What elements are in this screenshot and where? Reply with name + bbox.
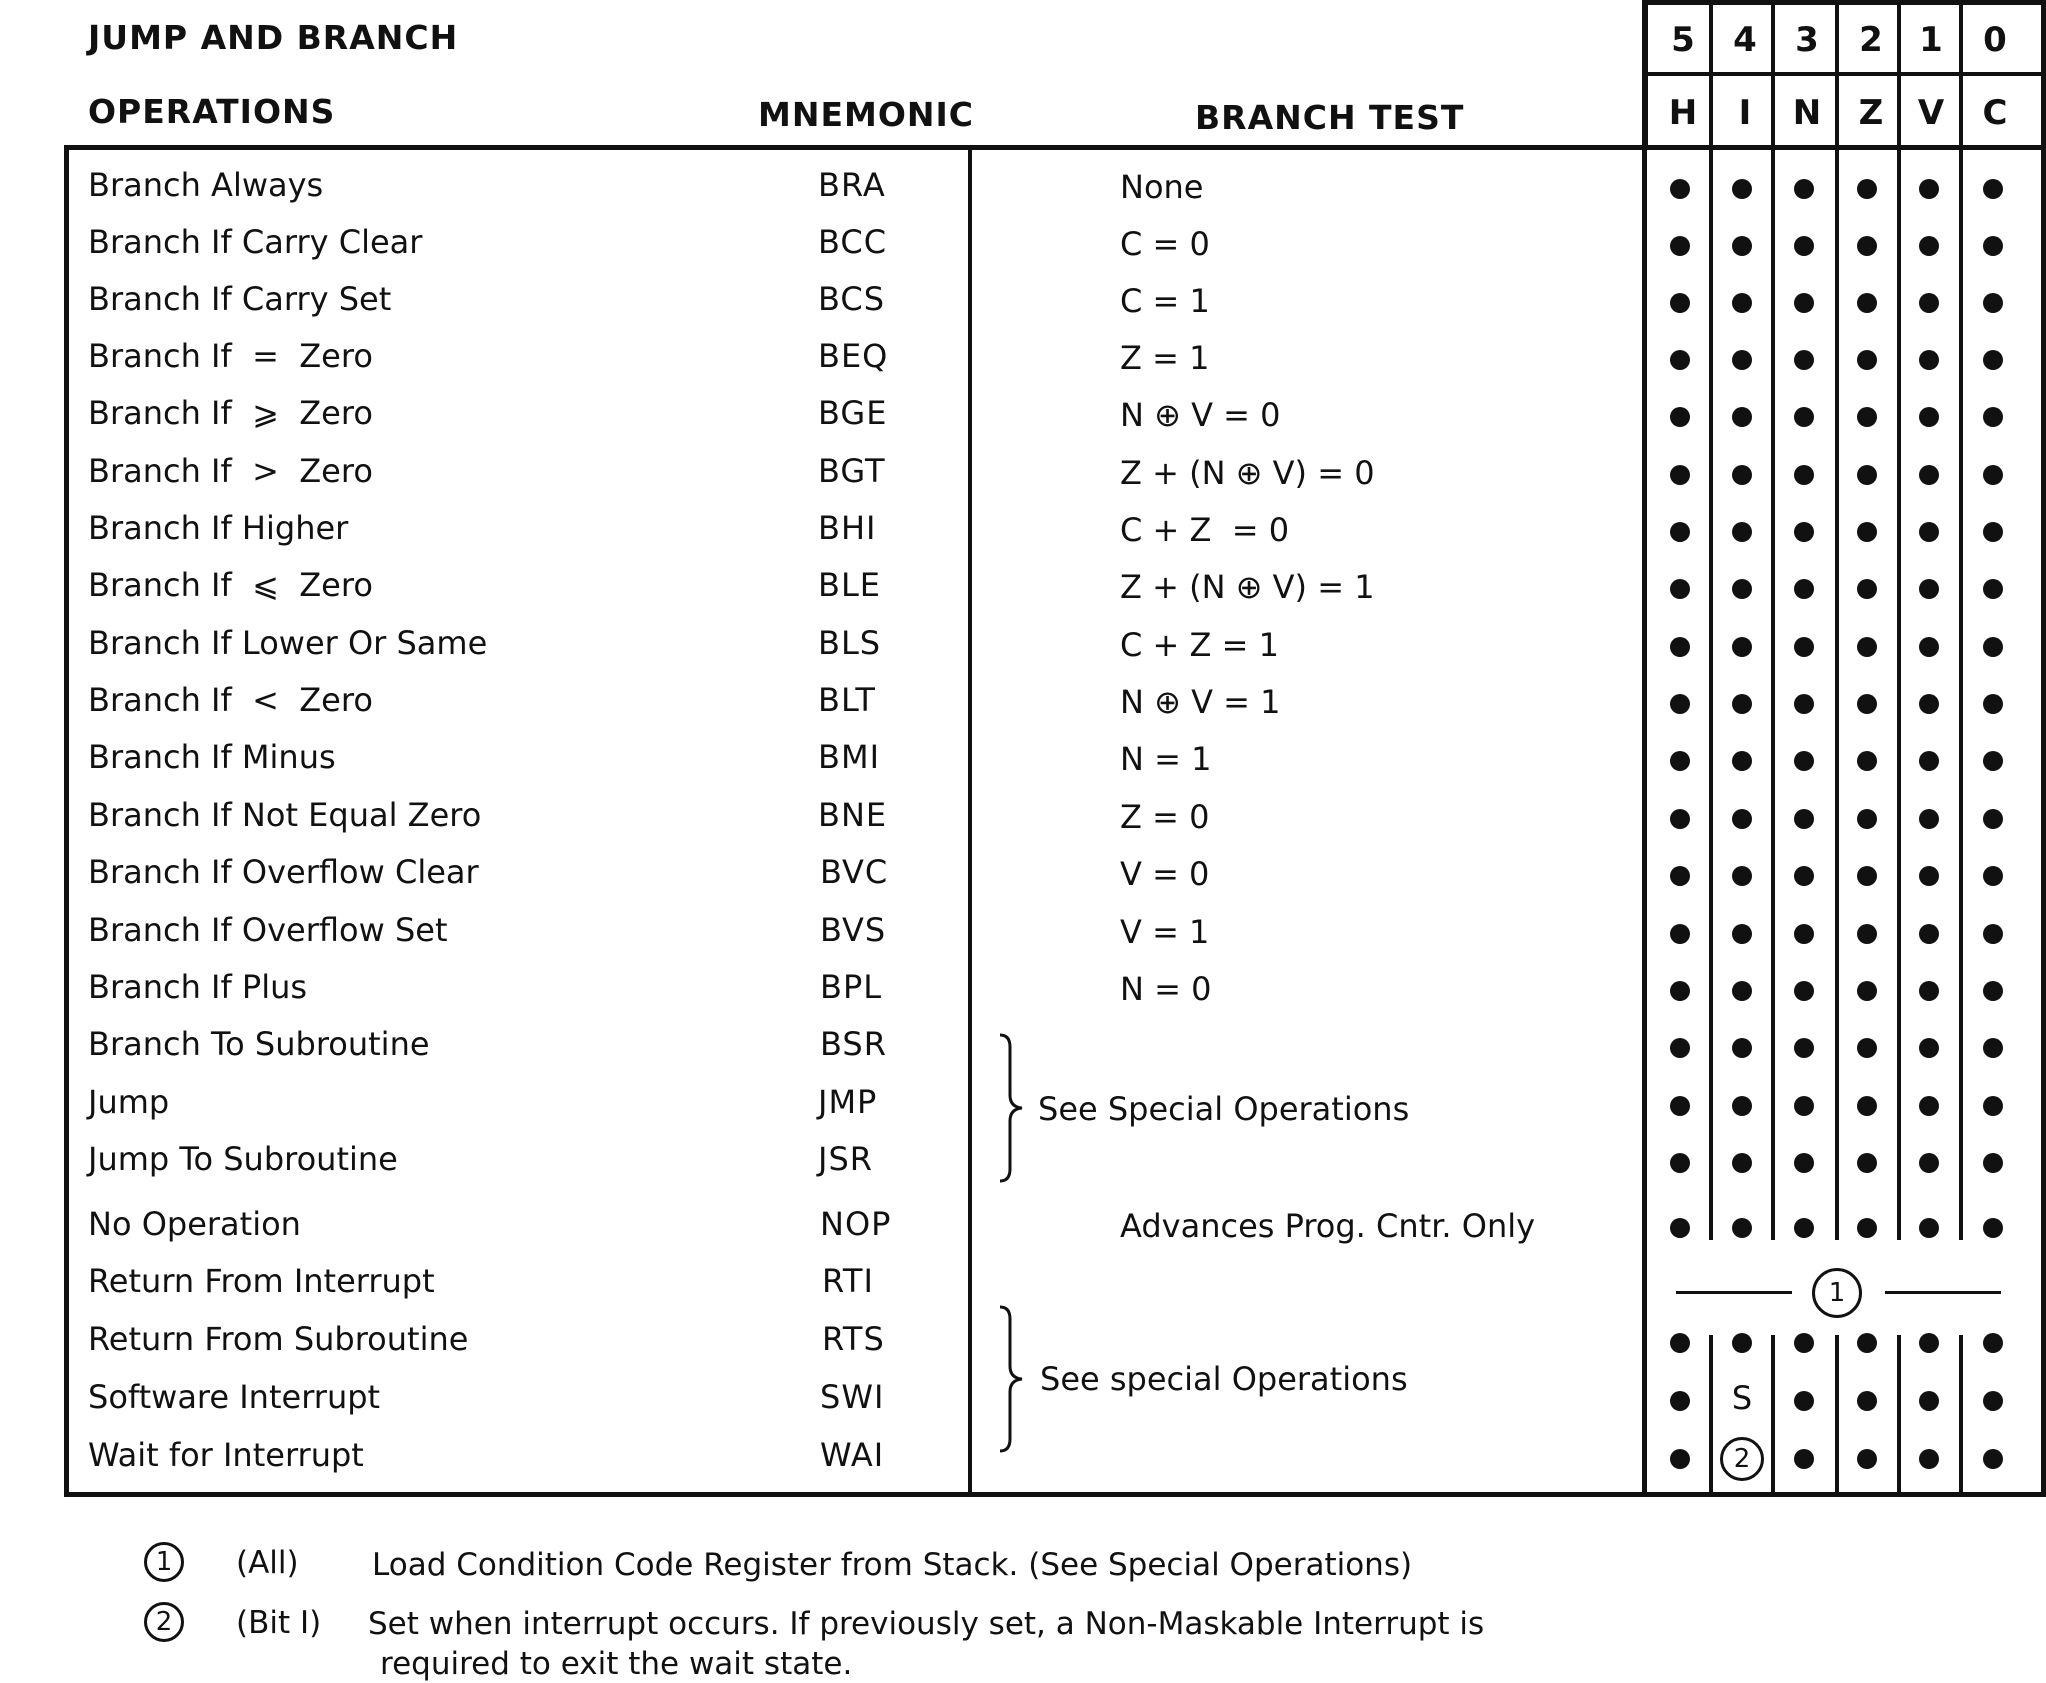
flag-unaffected-dot bbox=[1983, 179, 2003, 199]
flag-unaffected-dot bbox=[1670, 1218, 1690, 1238]
flag-unaffected-dot bbox=[1919, 179, 1939, 199]
flag-unaffected-dot bbox=[1919, 981, 1939, 1001]
flag-unaffected-dot bbox=[1919, 1153, 1939, 1173]
flag-unaffected-dot bbox=[1794, 1449, 1814, 1469]
flag-unaffected-dot bbox=[1794, 179, 1814, 199]
flag-unaffected-dot bbox=[1794, 1096, 1814, 1116]
operation-name: Branch If < Zero bbox=[88, 681, 373, 719]
flag-body-divider-4b bbox=[1897, 1335, 1901, 1495]
mnemonic: BHI bbox=[818, 509, 877, 547]
flag-unaffected-dot bbox=[1983, 350, 2003, 370]
flag-c-label: C bbox=[1982, 93, 2008, 133]
flag-col-divider-1 bbox=[1709, 0, 1713, 148]
flag-unaffected-dot bbox=[1983, 1333, 2003, 1353]
branch-test: Z + (N ⊕ V) = 1 bbox=[1120, 568, 1375, 606]
flag-unaffected-dot bbox=[1670, 751, 1690, 771]
flag-unaffected-dot bbox=[1670, 866, 1690, 886]
branch-test-header: BRANCH TEST bbox=[1195, 98, 1465, 137]
flag-unaffected-dot bbox=[1670, 924, 1690, 944]
flag-unaffected-dot bbox=[1670, 1153, 1690, 1173]
mnemonic: BLE bbox=[818, 566, 881, 604]
flag-unaffected-dot bbox=[1983, 1218, 2003, 1238]
flag-unaffected-dot bbox=[1857, 579, 1877, 599]
flag-unaffected-dot bbox=[1983, 1153, 2003, 1173]
flag-unaffected-dot bbox=[1732, 1096, 1752, 1116]
flag-unaffected-dot bbox=[1857, 751, 1877, 771]
flag-unaffected-dot bbox=[1670, 579, 1690, 599]
mnemonic: JMP bbox=[818, 1083, 878, 1121]
operation-name: Jump bbox=[88, 1083, 170, 1121]
mnemonic: BEQ bbox=[818, 337, 889, 375]
operation-name: Branch If Plus bbox=[88, 968, 308, 1006]
flag-unaffected-dot bbox=[1919, 465, 1939, 485]
flag-unaffected-dot bbox=[1983, 579, 2003, 599]
flag-i-label: I bbox=[1738, 93, 1752, 133]
flag-unaffected-dot bbox=[1732, 809, 1752, 829]
rti-line-right bbox=[1885, 1291, 2001, 1294]
flag-unaffected-dot bbox=[1857, 1038, 1877, 1058]
flag-unaffected-dot bbox=[1670, 407, 1690, 427]
branch-test: V = 0 bbox=[1120, 855, 1210, 893]
footnote-2-text: Set when interrupt occurs. If previously set, a Non-Maskable Interrupt is bbox=[368, 1606, 1485, 1642]
flag-unaffected-dot bbox=[1919, 407, 1939, 427]
flag-unaffected-dot bbox=[1983, 465, 2003, 485]
flag-unaffected-dot bbox=[1857, 866, 1877, 886]
mnemonic: BNE bbox=[818, 796, 888, 834]
flag-unaffected-dot bbox=[1983, 407, 2003, 427]
flag-body-divider-5a bbox=[1959, 148, 1963, 1240]
flag-unaffected-dot bbox=[1794, 694, 1814, 714]
flag-unaffected-dot bbox=[1670, 522, 1690, 542]
flag-set-marker: S bbox=[1731, 1379, 1753, 1417]
flag-unaffected-dot bbox=[1919, 1218, 1939, 1238]
mnemonic: BGT bbox=[818, 452, 886, 490]
operation-name: Return From Interrupt bbox=[88, 1262, 435, 1300]
flag-unaffected-dot bbox=[1857, 637, 1877, 657]
flag-body-divider-3b bbox=[1835, 1335, 1839, 1495]
flag-unaffected-dot bbox=[1794, 236, 1814, 256]
flag-unaffected-dot bbox=[1670, 1449, 1690, 1469]
flag-unaffected-dot bbox=[1919, 1391, 1939, 1411]
mnemonic: BSR bbox=[820, 1025, 887, 1063]
mnemonic: BPL bbox=[820, 968, 883, 1006]
flag-unaffected-dot bbox=[1857, 179, 1877, 199]
flag-body-divider-3a bbox=[1835, 148, 1839, 1240]
flag-unaffected-dot bbox=[1919, 522, 1939, 542]
flag-unaffected-dot bbox=[1670, 637, 1690, 657]
mnemonic-header: MNEMONIC bbox=[758, 95, 975, 134]
flag-unaffected-dot bbox=[1794, 1218, 1814, 1238]
flag-unaffected-dot bbox=[1732, 522, 1752, 542]
flag-unaffected-dot bbox=[1732, 1333, 1752, 1353]
flag-unaffected-dot bbox=[1857, 236, 1877, 256]
branch-test: N = 0 bbox=[1120, 970, 1212, 1008]
flag-unaffected-dot bbox=[1794, 522, 1814, 542]
mnemonic-test-divider bbox=[968, 148, 972, 1495]
flag-unaffected-dot bbox=[1857, 924, 1877, 944]
mnemonic: JSR bbox=[818, 1140, 873, 1178]
branch-test: Z + (N ⊕ V) = 0 bbox=[1120, 454, 1375, 492]
flag-h-label: H bbox=[1668, 93, 1698, 133]
flag-unaffected-dot bbox=[1670, 179, 1690, 199]
flag-unaffected-dot bbox=[1983, 1391, 2003, 1411]
branch-test: Advances Prog. Cntr. Only bbox=[1120, 1207, 1536, 1245]
flag-unaffected-dot bbox=[1983, 1096, 2003, 1116]
branch-test: Z = 0 bbox=[1120, 798, 1210, 836]
flag-unaffected-dot bbox=[1670, 1096, 1690, 1116]
bit-0-label: 0 bbox=[1983, 20, 2007, 60]
mnemonic: BRA bbox=[818, 166, 886, 204]
operation-name: Branch If ⩾ Zero bbox=[88, 394, 373, 432]
flag-unaffected-dot bbox=[1857, 1449, 1877, 1469]
footnote-1-marker: 1 bbox=[144, 1542, 184, 1582]
mnemonic: BGE bbox=[818, 394, 888, 432]
operation-name: Jump To Subroutine bbox=[88, 1140, 398, 1178]
flag-unaffected-dot bbox=[1794, 981, 1814, 1001]
flag-unaffected-dot bbox=[1794, 1153, 1814, 1173]
flag-col-divider-4 bbox=[1897, 0, 1901, 148]
flag-body-divider-5b bbox=[1959, 1335, 1963, 1495]
flag-unaffected-dot bbox=[1857, 350, 1877, 370]
mnemonic: BVC bbox=[820, 853, 889, 891]
flag-unaffected-dot bbox=[1670, 1333, 1690, 1353]
special-ops-label-1: See Special Operations bbox=[1038, 1090, 1410, 1128]
flag-unaffected-dot bbox=[1794, 350, 1814, 370]
mnemonic: BMI bbox=[818, 738, 880, 776]
flag-unaffected-dot bbox=[1983, 1449, 2003, 1469]
brace-special-ops-2 bbox=[996, 1305, 1026, 1453]
bit-3-label: 3 bbox=[1795, 20, 1819, 60]
flag-unaffected-dot bbox=[1919, 293, 1939, 313]
flag-unaffected-dot bbox=[1794, 637, 1814, 657]
flag-unaffected-dot bbox=[1857, 694, 1877, 714]
flag-unaffected-dot bbox=[1983, 1038, 2003, 1058]
bit-5-label: 5 bbox=[1671, 20, 1695, 60]
mnemonic: RTI bbox=[822, 1262, 874, 1300]
flag-unaffected-dot bbox=[1670, 350, 1690, 370]
flag-unaffected-dot bbox=[1732, 179, 1752, 199]
flag-unaffected-dot bbox=[1670, 1391, 1690, 1411]
flag-body-divider-4a bbox=[1897, 148, 1901, 1240]
flag-unaffected-dot bbox=[1919, 1038, 1939, 1058]
mnemonic: NOP bbox=[820, 1205, 892, 1243]
flag-unaffected-dot bbox=[1983, 637, 2003, 657]
flag-unaffected-dot bbox=[1857, 1153, 1877, 1173]
brace-special-ops-1 bbox=[996, 1033, 1026, 1183]
operation-name: Branch If Carry Set bbox=[88, 280, 392, 318]
flag-footnote-2-marker: 2 bbox=[1720, 1437, 1764, 1481]
flag-unaffected-dot bbox=[1919, 350, 1939, 370]
mnemonic: SWI bbox=[820, 1378, 885, 1416]
flag-unaffected-dot bbox=[1983, 866, 2003, 886]
flag-unaffected-dot bbox=[1919, 924, 1939, 944]
flag-unaffected-dot bbox=[1732, 1038, 1752, 1058]
flag-unaffected-dot bbox=[1857, 1218, 1877, 1238]
flag-unaffected-dot bbox=[1670, 236, 1690, 256]
operation-name: Branch If Carry Clear bbox=[88, 223, 423, 261]
table-title: JUMP AND BRANCH bbox=[88, 18, 459, 57]
flag-unaffected-dot bbox=[1732, 637, 1752, 657]
flag-unaffected-dot bbox=[1670, 694, 1690, 714]
flag-unaffected-dot bbox=[1670, 809, 1690, 829]
flag-unaffected-dot bbox=[1983, 522, 2003, 542]
flag-unaffected-dot bbox=[1732, 293, 1752, 313]
flag-unaffected-dot bbox=[1983, 236, 2003, 256]
operation-name: Software Interrupt bbox=[88, 1378, 381, 1416]
branch-test: V = 1 bbox=[1120, 913, 1210, 951]
flag-unaffected-dot bbox=[1794, 407, 1814, 427]
flag-col-divider-2 bbox=[1771, 0, 1775, 148]
flag-unaffected-dot bbox=[1794, 866, 1814, 886]
test-flags-divider bbox=[1642, 0, 1647, 1495]
flag-unaffected-dot bbox=[1857, 293, 1877, 313]
branch-test: N ⊕ V = 0 bbox=[1120, 396, 1281, 434]
flag-unaffected-dot bbox=[1983, 809, 2003, 829]
flag-unaffected-dot bbox=[1919, 1096, 1939, 1116]
flag-unaffected-dot bbox=[1983, 751, 2003, 771]
mnemonic: BLS bbox=[818, 624, 882, 662]
mnemonic: RTS bbox=[822, 1320, 885, 1358]
flag-unaffected-dot bbox=[1732, 866, 1752, 886]
flag-unaffected-dot bbox=[1794, 809, 1814, 829]
footnote-2-marker: 2 bbox=[144, 1602, 184, 1642]
flag-unaffected-dot bbox=[1732, 1218, 1752, 1238]
operation-name: Branch If = Zero bbox=[88, 337, 373, 375]
operation-name: Branch If Lower Or Same bbox=[88, 624, 488, 662]
rti-line-left bbox=[1676, 1291, 1792, 1294]
flag-unaffected-dot bbox=[1732, 694, 1752, 714]
flag-unaffected-dot bbox=[1794, 924, 1814, 944]
flag-unaffected-dot bbox=[1919, 751, 1939, 771]
flag-unaffected-dot bbox=[1857, 1333, 1877, 1353]
flag-unaffected-dot bbox=[1919, 694, 1939, 714]
flag-body-divider-1a bbox=[1709, 148, 1713, 1240]
flag-z-label: Z bbox=[1858, 93, 1884, 133]
flag-unaffected-dot bbox=[1983, 981, 2003, 1001]
flag-unaffected-dot bbox=[1919, 1333, 1939, 1353]
flag-unaffected-dot bbox=[1919, 809, 1939, 829]
branch-test: C = 1 bbox=[1120, 282, 1210, 320]
flag-unaffected-dot bbox=[1732, 924, 1752, 944]
flag-unaffected-dot bbox=[1919, 236, 1939, 256]
flag-unaffected-dot bbox=[1857, 407, 1877, 427]
flag-v-label: V bbox=[1917, 93, 1945, 133]
operation-name: Branch If Overflow Clear bbox=[88, 853, 479, 891]
flag-unaffected-dot bbox=[1670, 1038, 1690, 1058]
flag-unaffected-dot bbox=[1857, 1391, 1877, 1411]
operation-name: No Operation bbox=[88, 1205, 301, 1243]
flag-unaffected-dot bbox=[1732, 751, 1752, 771]
flag-unaffected-dot bbox=[1983, 293, 2003, 313]
flag-unaffected-dot bbox=[1794, 579, 1814, 599]
mnemonic: BCS bbox=[818, 280, 886, 318]
flag-col-divider-3 bbox=[1835, 0, 1839, 148]
flag-unaffected-dot bbox=[1857, 1096, 1877, 1116]
flag-unaffected-dot bbox=[1732, 236, 1752, 256]
flag-unaffected-dot bbox=[1732, 1153, 1752, 1173]
flag-unaffected-dot bbox=[1857, 809, 1877, 829]
flag-unaffected-dot bbox=[1732, 579, 1752, 599]
flag-unaffected-dot bbox=[1794, 465, 1814, 485]
operation-name: Branch If > Zero bbox=[88, 452, 373, 490]
special-ops-label-2: See special Operations bbox=[1040, 1360, 1408, 1398]
mnemonic: BVS bbox=[820, 911, 887, 949]
flag-unaffected-dot bbox=[1732, 981, 1752, 1001]
flag-unaffected-dot bbox=[1919, 637, 1939, 657]
flag-unaffected-dot bbox=[1670, 981, 1690, 1001]
flag-unaffected-dot bbox=[1983, 694, 2003, 714]
operation-name: Branch If Not Equal Zero bbox=[88, 796, 482, 834]
flag-body-divider-2a bbox=[1771, 148, 1775, 1240]
flag-unaffected-dot bbox=[1857, 522, 1877, 542]
flag-unaffected-dot bbox=[1732, 465, 1752, 485]
operation-name: Branch To Subroutine bbox=[88, 1025, 430, 1063]
footnote-2-text-continued: required to exit the wait state. bbox=[380, 1646, 853, 1682]
mnemonic: BCC bbox=[818, 223, 888, 261]
flag-col-divider-5 bbox=[1959, 0, 1963, 148]
flag-n-label: N bbox=[1792, 93, 1822, 133]
branch-test: N ⊕ V = 1 bbox=[1120, 683, 1281, 721]
flag-unaffected-dot bbox=[1732, 350, 1752, 370]
mnemonic: BLT bbox=[818, 681, 876, 719]
operation-name: Branch Always bbox=[88, 166, 324, 204]
flag-unaffected-dot bbox=[1794, 1333, 1814, 1353]
operation-name: Branch If Minus bbox=[88, 738, 336, 776]
flag-unaffected-dot bbox=[1919, 579, 1939, 599]
branch-test: C + Z = 0 bbox=[1120, 511, 1290, 549]
bit-2-label: 2 bbox=[1859, 20, 1883, 60]
branch-test: None bbox=[1120, 168, 1204, 206]
flag-unaffected-dot bbox=[1794, 1391, 1814, 1411]
operation-name: Branch If Higher bbox=[88, 509, 349, 547]
footnote-1-text: Load Condition Code Register from Stack. (See Special Operations) bbox=[372, 1547, 1413, 1583]
bit-4-label: 4 bbox=[1733, 20, 1757, 60]
rti-footnote-1-marker: 1 bbox=[1812, 1268, 1862, 1318]
footnote-1-scope: (All) bbox=[236, 1545, 299, 1581]
flag-unaffected-dot bbox=[1794, 1038, 1814, 1058]
condition-code-header-divider bbox=[1643, 72, 2046, 76]
branch-test: Z = 1 bbox=[1120, 339, 1210, 377]
operation-name: Wait for Interrupt bbox=[88, 1436, 364, 1474]
operation-name: Branch If ⩽ Zero bbox=[88, 566, 373, 604]
branch-test: C = 0 bbox=[1120, 225, 1210, 263]
flag-unaffected-dot bbox=[1732, 407, 1752, 427]
branch-test: C + Z = 1 bbox=[1120, 626, 1279, 664]
flag-unaffected-dot bbox=[1857, 465, 1877, 485]
flag-unaffected-dot bbox=[1794, 293, 1814, 313]
flag-unaffected-dot bbox=[1919, 866, 1939, 886]
operations-header: OPERATIONS bbox=[88, 92, 336, 131]
flag-unaffected-dot bbox=[1794, 751, 1814, 771]
footnote-2-scope: (Bit I) bbox=[236, 1605, 322, 1641]
operation-name: Branch If Overflow Set bbox=[88, 911, 448, 949]
flag-unaffected-dot bbox=[1983, 924, 2003, 944]
flag-unaffected-dot bbox=[1670, 293, 1690, 313]
flag-unaffected-dot bbox=[1857, 981, 1877, 1001]
bit-1-label: 1 bbox=[1919, 20, 1943, 60]
operation-name: Return From Subroutine bbox=[88, 1320, 469, 1358]
mnemonic: WAI bbox=[820, 1436, 885, 1474]
flag-unaffected-dot bbox=[1670, 465, 1690, 485]
flag-unaffected-dot bbox=[1919, 1449, 1939, 1469]
branch-test: N = 1 bbox=[1120, 740, 1212, 778]
